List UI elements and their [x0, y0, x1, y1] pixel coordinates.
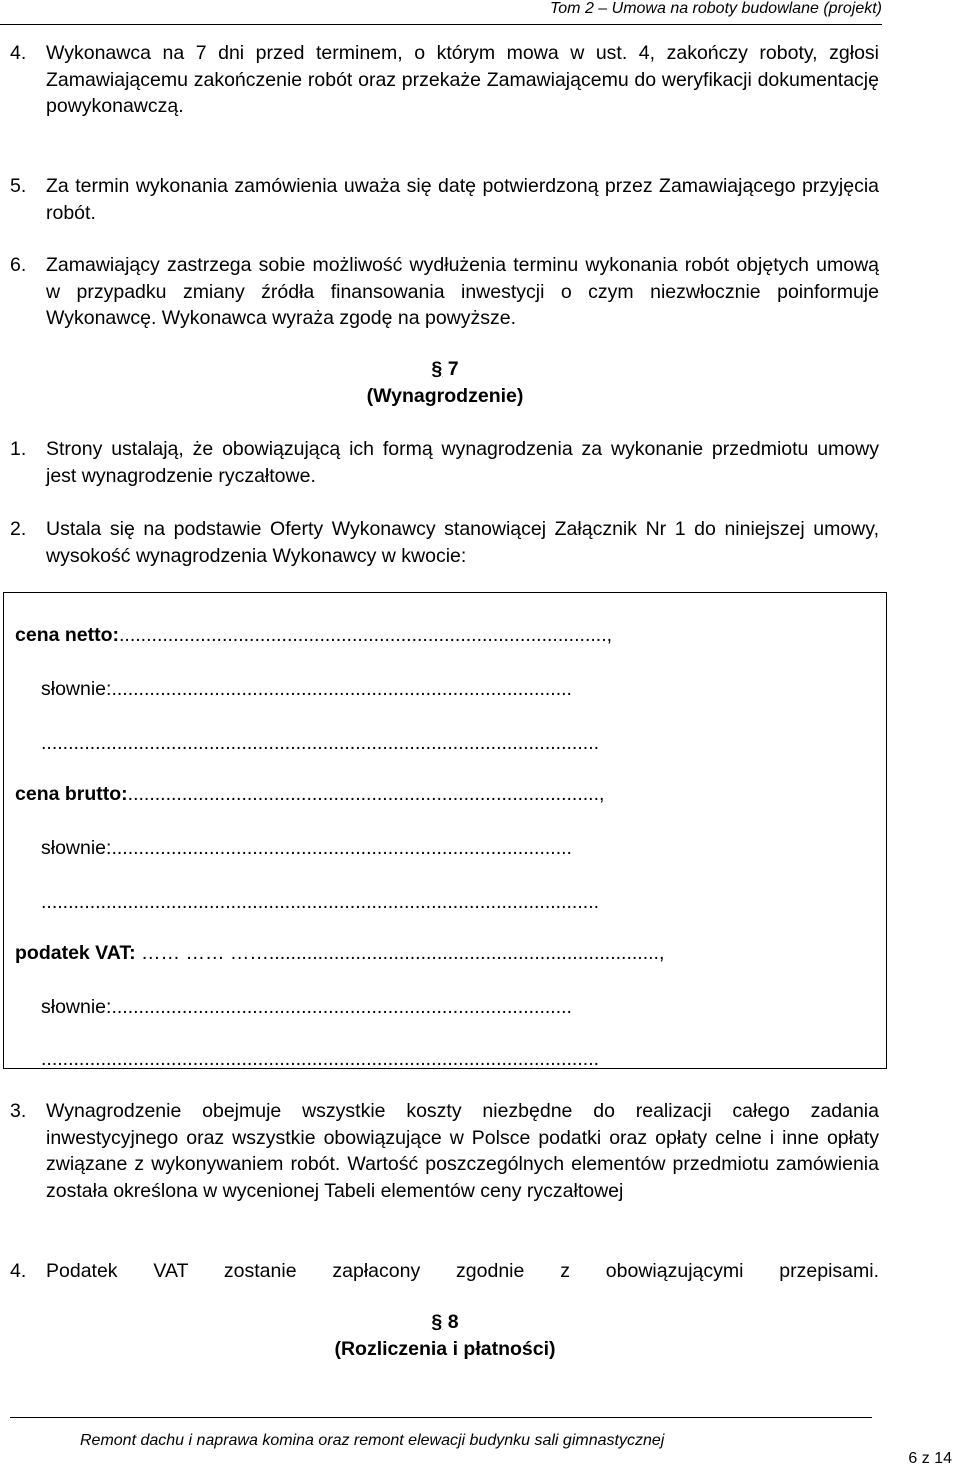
net-in-words-continuation: ....................................................................................................... — [41, 732, 600, 754]
price-box — [3, 592, 887, 1069]
item-number: 5. — [10, 175, 27, 197]
page-number: 6 z 14 — [908, 1450, 952, 1467]
vat-in-words-line: słownie:..................................................................................... — [41, 996, 572, 1018]
gross-price-label: cena brutto: — [15, 783, 128, 805]
vat-in-words-continuation: ....................................................................................................... — [41, 1048, 600, 1070]
section-title: (Rozliczenia i płatności) — [334, 1338, 556, 1360]
section-heading-8 — [0, 1309, 890, 1363]
gross-in-words-continuation: ....................................................................................................... — [41, 891, 600, 913]
item-text: Strony ustalają, że obowiązującą ich formą wynagrodzenia za wykonanie przedmiotu umowy jest wynagrodzenie ryczałtowe. — [46, 438, 879, 487]
section-number: 8 — [447, 1311, 459, 1333]
item-text: Wynagrodzenie obejmuje wszystkie koszty niezbędne do realizacji całego zadania inwestycyjnego oraz wszystkie obowiązujące w Polsce podatki oraz opłaty celne i inne opłaty związane z wykonywaniem robót. Wartość poszczególnych elementów przedmiotu zamówienia została określona w wycenionej Tabeli elementów ceny ryczałtowej — [46, 1100, 879, 1203]
net-in-words-line: słownie:..................................................................................... — [41, 678, 572, 700]
list-item — [10, 1098, 879, 1205]
section-number: 7 — [447, 358, 459, 380]
footer-rule — [10, 1417, 872, 1418]
section-heading-7 — [0, 356, 890, 410]
item-number: 2. — [10, 518, 27, 540]
item-number: 4. — [10, 42, 27, 64]
list-item — [10, 252, 879, 332]
list-item — [10, 40, 879, 120]
gross-price-line — [15, 782, 604, 806]
header-rule — [0, 24, 882, 25]
item-text: Za termin wykonania zamówienia uważa się datę potwierdzoną przez Zamawiającego przyjęcia robót. — [46, 175, 879, 224]
item-number: 1. — [10, 438, 27, 460]
vat-line — [15, 941, 664, 965]
item-number: 4. — [10, 1260, 27, 1282]
item-text: Ustala się na podstawie Oferty Wykonawcy stanowiącej Załącznik Nr 1 do niniejszej umowy, wysokość wynagrodzenia Wykonawcy w kwocie: — [46, 518, 879, 567]
document-header: Tom 2 – Umowa na roboty budowlane (projekt) — [549, 0, 882, 17]
item-text: Podatek VAT zostanie zapłacony zgodnie z obowiązującymi przepisami. — [46, 1260, 879, 1282]
paragraph-sign: § — [431, 358, 443, 380]
vat-blank: …… …… ……........................................................................, — [135, 942, 665, 964]
item-number: 3. — [10, 1100, 27, 1122]
item-text: Zamawiający zastrzega sobie możliwość wydłużenia terminu wykonania robót objętych umową w przypadku zmiany źródła finansowania inwestycji o czym niezwłocznie poinformuje Wykonawcę. Wykonawca wyraża zgodę na powyższe. — [46, 254, 879, 330]
document-footer: Remont dachu i naprawa komina oraz remont elewacji budynku sali gimnastycznej — [80, 1432, 665, 1449]
net-price-line — [15, 623, 612, 647]
net-price-label: cena netto: — [15, 624, 120, 646]
net-price-blank: .........................................................................................., — [119, 624, 613, 646]
section-title: (Wynagrodzenie) — [366, 385, 524, 407]
gross-in-words-line: słownie:..................................................................................... — [41, 837, 572, 859]
paragraph-sign: § — [431, 1311, 443, 1333]
vat-label: podatek VAT: — [15, 942, 136, 964]
list-item — [10, 436, 879, 489]
list-item — [10, 516, 879, 569]
item-text: Wykonawca na 7 dni przed terminem, o którym mowa w ust. 4, zakończy roboty, zgłosi Zamawiającemu zakończenie robót oraz przekaże Zamawiającemu do weryfikacji dokumentację powykonawczą. — [46, 42, 879, 118]
item-number: 6. — [10, 254, 27, 276]
gross-price-blank: ......................................................................................., — [127, 783, 605, 805]
list-item — [10, 173, 879, 226]
list-item — [10, 1258, 879, 1285]
